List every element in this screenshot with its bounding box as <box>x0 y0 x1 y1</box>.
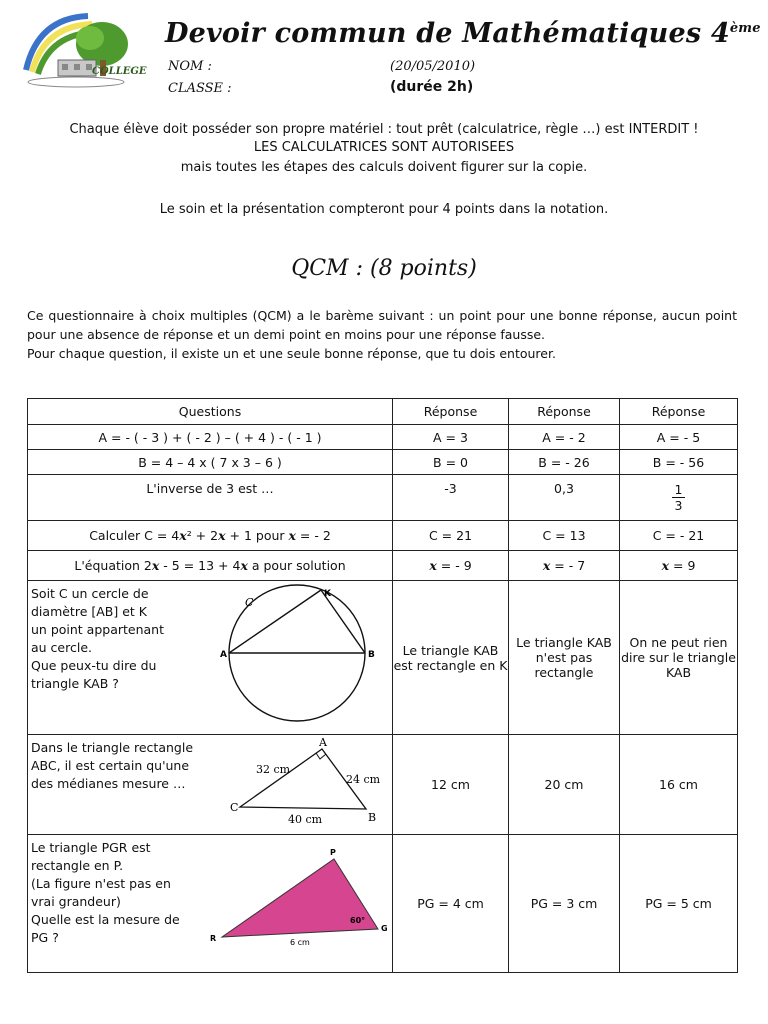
table-header-row <box>28 399 738 425</box>
side-ab-label: 24 cm <box>346 773 381 786</box>
table-row <box>28 551 738 581</box>
question-line: Soit C un cercle de <box>31 586 149 601</box>
header-reponse-3: Réponse <box>620 399 738 425</box>
question-calcul-c: Calculer C = 4x² + 2x + 1 pour x = - 2 <box>28 521 393 551</box>
circle-figure <box>203 586 383 730</box>
answer-cell[interactable]: Le triangle KAB n'est pas rectangle <box>509 581 620 735</box>
point-g-label: G <box>381 924 388 933</box>
question-line: Le triangle PGR est <box>31 840 151 855</box>
exam-date: (20/05/2010) <box>390 59 476 74</box>
point-b-label: B <box>368 650 375 660</box>
question-line: diamètre [AB] et K <box>31 604 147 619</box>
answer-cell[interactable]: B = - 26 <box>509 450 620 475</box>
side-ac-label: 32 cm <box>256 763 291 776</box>
answer-cell[interactable]: PG = 5 cm <box>620 835 738 973</box>
table-row <box>28 475 738 521</box>
table-row <box>28 581 738 735</box>
classe-label: CLASSE : <box>168 81 232 96</box>
point-b-label: B <box>368 811 377 824</box>
header-reponse-2: Réponse <box>509 399 620 425</box>
answer-cell[interactable]: x = - 7 <box>509 551 620 581</box>
table-row <box>28 450 738 475</box>
question-line: ABC, il est certain qu'une <box>31 758 190 773</box>
question-inverse: L'inverse de 3 est … <box>28 475 393 521</box>
question-triangle-pgr <box>28 835 393 973</box>
point-k-label: K <box>324 589 331 599</box>
angle-label: 60° <box>350 916 366 925</box>
nom-label: NOM : <box>168 59 212 74</box>
exam-duration: (durée 2h) <box>390 79 474 95</box>
fraction-one-third: $\frac{1}{3}$ <box>672 482 686 513</box>
intro-line-4: Le soin et la présentation compteront pour 4 points dans la notation. <box>159 202 609 217</box>
question-line: des médianes mesure … <box>31 776 186 791</box>
answer-cell[interactable]: A = - 2 <box>509 425 620 450</box>
answer-cell[interactable]: B = 0 <box>393 450 509 475</box>
point-c-label: C <box>230 801 239 814</box>
answer-cell[interactable]: C = - 21 <box>620 521 738 551</box>
header-reponse-1: Réponse <box>393 399 509 425</box>
question-line: vrai grandeur) <box>31 894 121 909</box>
question-line: (La figure n'est pas en <box>31 876 171 891</box>
table-row <box>28 425 738 450</box>
question-line: triangle KAB ? <box>31 676 119 691</box>
question-line: Que peux-tu dire du <box>31 658 157 673</box>
qcm-rules: Ce questionnaire à choix multiples (QCM) a le barème suivant : un point pour une bonne réponse, aucun point pour une absence de réponse et un demi point en moins pour une réponse fausse. <box>27 308 737 342</box>
point-a-label: A <box>319 736 327 749</box>
intro-line-3: mais toutes les étapes des calculs doivent figurer sur la copie. <box>180 160 588 175</box>
answer-cell[interactable]: A = - 5 <box>620 425 738 450</box>
question-line: un point appartenant <box>31 622 164 637</box>
answer-cell[interactable]: 12 cm <box>393 735 509 835</box>
answer-cell[interactable]: C = 21 <box>393 521 509 551</box>
logo-text: COLLEGE <box>92 66 147 77</box>
answer-cell[interactable]: B = - 56 <box>620 450 738 475</box>
answer-cell[interactable]: PG = 4 cm <box>393 835 509 973</box>
answer-cell[interactable]: x = 9 <box>620 551 738 581</box>
answer-cell[interactable]: PG = 3 cm <box>509 835 620 973</box>
answer-cell[interactable]: On ne peut rien dire sur le triangle KAB <box>620 581 738 735</box>
question-a: A = - ( - 3 ) + ( - 2 ) – ( + 4 ) - ( - 1 ) <box>28 425 393 450</box>
answer-cell[interactable]: 20 cm <box>509 735 620 835</box>
circle-c-label: C <box>245 596 254 609</box>
qcm-table <box>27 398 738 973</box>
answer-cell[interactable] <box>620 475 738 521</box>
point-a-label: A <box>220 650 227 660</box>
triangle-pgr-figure <box>200 841 390 967</box>
point-r-label: R <box>210 934 217 943</box>
question-line: au cercle. <box>31 640 92 655</box>
table-row <box>28 835 738 973</box>
answer-cell[interactable]: x = - 9 <box>393 551 509 581</box>
side-bc-label: 40 cm <box>288 813 323 826</box>
question-line: Quelle est la mesure de <box>31 912 180 927</box>
point-p-label: P <box>330 848 336 857</box>
table-row <box>28 735 738 835</box>
qcm-instructions <box>27 306 737 363</box>
question-circle <box>28 581 393 735</box>
intro-line-1: Chaque élève doit posséder son propre matériel : tout prêt (calculatrice, règle …) est INTERDIT ! <box>69 122 699 137</box>
triangle-abc-figure <box>218 737 388 831</box>
question-line: Dans le triangle rectangle <box>31 740 194 755</box>
question-line: rectangle en P. <box>31 858 124 873</box>
intro-line-2: LES CALCULATRICES SONT AUTORISEES <box>253 140 515 155</box>
table-row <box>28 521 738 551</box>
qcm-rule-single-answer: Pour chaque question, il existe un et une seule bonne réponse, que tu dois entourer. <box>27 346 556 361</box>
question-b: B = 4 – 4 x ( 7 x 3 – 6 ) <box>28 450 393 475</box>
qcm-title: QCM : (8 points) <box>291 256 477 281</box>
answer-cell[interactable]: 0,3 <box>509 475 620 521</box>
answer-cell[interactable]: A = 3 <box>393 425 509 450</box>
answer-cell[interactable]: Le triangle KAB est rectangle en K <box>393 581 509 735</box>
side-rg-label: 6 cm <box>290 938 310 947</box>
school-logo <box>18 8 147 88</box>
page-title: Devoir commun de Mathématiques 4ème <box>165 18 761 49</box>
question-triangle-abc <box>28 735 393 835</box>
question-line: PG ? <box>31 930 59 945</box>
header-questions: Questions <box>28 399 393 425</box>
answer-cell[interactable]: C = 13 <box>509 521 620 551</box>
answer-cell[interactable]: 16 cm <box>620 735 738 835</box>
question-equation: L'équation 2x - 5 = 13 + 4x a pour solution <box>28 551 393 581</box>
answer-cell[interactable]: -3 <box>393 475 509 521</box>
